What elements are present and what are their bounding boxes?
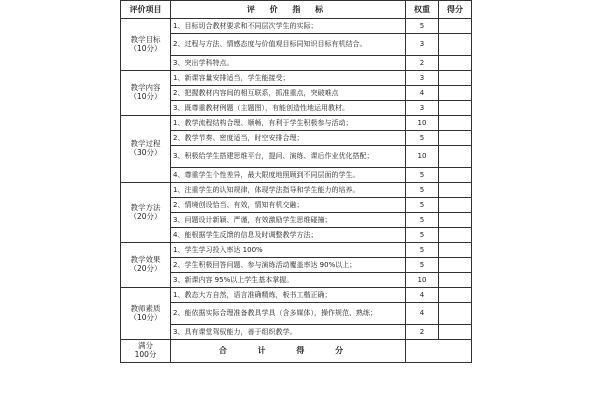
table-row bbox=[121, 19, 472, 34]
category-points: （20分） bbox=[129, 211, 162, 221]
header-weight: 权重 bbox=[406, 1, 439, 19]
category-cell bbox=[121, 288, 171, 340]
weight-value: 5 bbox=[406, 131, 439, 146]
score-cell[interactable] bbox=[439, 243, 472, 258]
table-row bbox=[121, 228, 472, 243]
criterion-text: 1、新课容量安排适当，学生能接受； bbox=[171, 71, 406, 86]
table-row bbox=[121, 34, 472, 56]
criterion-text: 3、突出学科特点。 bbox=[171, 56, 406, 71]
weight-value: 5 bbox=[406, 243, 439, 258]
criterion-text: 1、注重学生的认知规律，体现学法指导和学生能力的培养。 bbox=[171, 183, 406, 198]
weight-value: 5 bbox=[406, 19, 439, 34]
score-cell[interactable] bbox=[439, 303, 472, 325]
category-points: （30分） bbox=[129, 148, 162, 157]
weight-value: 10 bbox=[406, 116, 439, 131]
weight-value: 5 bbox=[406, 228, 439, 243]
score-cell[interactable] bbox=[439, 101, 472, 116]
weight-value: 10 bbox=[406, 273, 439, 288]
category-cell bbox=[121, 243, 171, 288]
weight-value: 2 bbox=[406, 325, 439, 340]
weight-value: 3 bbox=[406, 34, 439, 56]
table-row bbox=[121, 273, 472, 288]
score-cell[interactable] bbox=[439, 146, 472, 168]
table-row bbox=[121, 198, 472, 213]
weight-value: 5 bbox=[406, 198, 439, 213]
criterion-text: 3、问题设计新颖、严谨，有效激励学生思维碰撞； bbox=[171, 213, 406, 228]
total-score-label: 合 计 得 分 bbox=[171, 340, 406, 363]
total-score-cell[interactable] bbox=[406, 340, 472, 363]
criterion-text: 3、既尊重教材例题（主题图），有能创造性地运用教材。 bbox=[171, 101, 406, 116]
score-cell[interactable] bbox=[439, 198, 472, 213]
category-name: 教学效果 bbox=[130, 255, 161, 265]
category-points: （10分） bbox=[129, 312, 162, 322]
score-cell[interactable] bbox=[439, 131, 472, 146]
table-row bbox=[121, 168, 472, 183]
table-row bbox=[121, 56, 472, 71]
table-row bbox=[121, 288, 472, 303]
table-row bbox=[121, 116, 472, 131]
category-name: 教学过程 bbox=[130, 139, 161, 149]
score-cell[interactable] bbox=[439, 228, 472, 243]
score-cell[interactable] bbox=[439, 213, 472, 228]
score-cell[interactable] bbox=[439, 325, 472, 340]
score-cell[interactable] bbox=[439, 34, 472, 56]
full-score-label: 满分 bbox=[138, 341, 153, 351]
evaluation-sheet bbox=[120, 0, 471, 400]
score-cell[interactable] bbox=[439, 86, 472, 101]
score-cell[interactable] bbox=[439, 19, 472, 34]
category-cell bbox=[121, 19, 171, 71]
category-name: 教师素质 bbox=[130, 303, 161, 313]
weight-value: 5 bbox=[406, 213, 439, 228]
category-points: （10分） bbox=[129, 92, 162, 101]
criterion-text: 3、具有课堂驾驭能力，善于组织教学。 bbox=[171, 325, 406, 340]
table-row bbox=[121, 213, 472, 228]
criterion-text: 1、教态大方自然，语言准确精炼，板书工楷正确； bbox=[171, 288, 406, 303]
criterion-text: 3、新课内容 95%以上学生基本掌握。 bbox=[171, 273, 406, 288]
weight-value: 5 bbox=[406, 183, 439, 198]
criterion-text: 2、情境创设恰当、有效，情知有机交融； bbox=[171, 198, 406, 213]
table-row bbox=[121, 243, 472, 258]
criterion-text: 2、过程与方法、情感态度与价值观目标同知识目标有机结合。 bbox=[171, 34, 406, 56]
table-row bbox=[121, 101, 472, 116]
criterion-text: 1、教学流程结构合理、顺畅，有利于学生积极参与活动； bbox=[171, 116, 406, 131]
evaluation-table bbox=[120, 0, 472, 363]
score-cell[interactable] bbox=[439, 116, 472, 131]
weight-value: 4 bbox=[406, 288, 439, 303]
table-row bbox=[121, 258, 472, 273]
score-cell[interactable] bbox=[439, 71, 472, 86]
table-row bbox=[121, 86, 472, 101]
total-row bbox=[121, 340, 472, 363]
table-row bbox=[121, 303, 472, 325]
weight-value: 5 bbox=[406, 258, 439, 273]
weight-value: 3 bbox=[406, 71, 439, 86]
header-category: 评价项目 bbox=[121, 1, 171, 19]
table-row bbox=[121, 183, 472, 198]
criterion-text: 4、尊重学生个性差异，最大限度地照顾到不同层面的学生。 bbox=[171, 168, 406, 183]
score-cell[interactable] bbox=[439, 288, 472, 303]
weight-value: 2 bbox=[406, 56, 439, 71]
category-name: 教学目标 bbox=[130, 34, 161, 44]
full-score-value: 100分 bbox=[134, 350, 157, 359]
category-points: （10分） bbox=[129, 43, 162, 53]
table-row bbox=[121, 71, 472, 86]
category-name: 教学内容 bbox=[130, 83, 161, 93]
category-points: （20分） bbox=[129, 264, 162, 273]
criterion-text: 2、把握教材内容间的相互联系，抓准重点，突破难点 bbox=[171, 86, 406, 101]
table-row bbox=[121, 146, 472, 168]
score-cell[interactable] bbox=[439, 258, 472, 273]
criterion-text: 2、学生积极回答问题、参与演练活动覆盖率达 90%以上； bbox=[171, 258, 406, 273]
category-cell bbox=[121, 116, 171, 183]
weight-value: 4 bbox=[406, 303, 439, 325]
category-cell bbox=[121, 183, 171, 243]
criterion-text: 1、学生学习投入率达 100% bbox=[171, 243, 406, 258]
table-row bbox=[121, 325, 472, 340]
weight-value: 5 bbox=[406, 168, 439, 183]
score-cell[interactable] bbox=[439, 56, 472, 71]
score-cell[interactable] bbox=[439, 168, 472, 183]
criterion-text: 4、能根据学生反馈的信息及时调整教学方法； bbox=[171, 228, 406, 243]
weight-value: 3 bbox=[406, 101, 439, 116]
weight-value: 10 bbox=[406, 146, 439, 168]
score-cell[interactable] bbox=[439, 183, 472, 198]
full-score-cell bbox=[121, 340, 171, 363]
weight-value: 4 bbox=[406, 86, 439, 101]
table-row bbox=[121, 131, 472, 146]
header-score: 得分 bbox=[439, 1, 472, 19]
criterion-text: 3、积极给学生搭建思维平台，提问、演练、课后作业优化搭配； bbox=[171, 146, 406, 168]
header-indicators: 评 价 指 标 bbox=[171, 1, 406, 19]
header-row bbox=[121, 1, 472, 19]
criterion-text: 2、教学节奏、密度适当，时空安排合理； bbox=[171, 131, 406, 146]
category-cell bbox=[121, 71, 171, 116]
score-cell[interactable] bbox=[439, 273, 472, 288]
criterion-text: 1、目标切合教材要求和不同层次学生的实际； bbox=[171, 19, 406, 34]
criterion-text: 2、能依据实际合理准备教具学具（含多媒体），操作规范、熟练； bbox=[171, 303, 406, 325]
category-name: 教学方法 bbox=[130, 202, 161, 212]
